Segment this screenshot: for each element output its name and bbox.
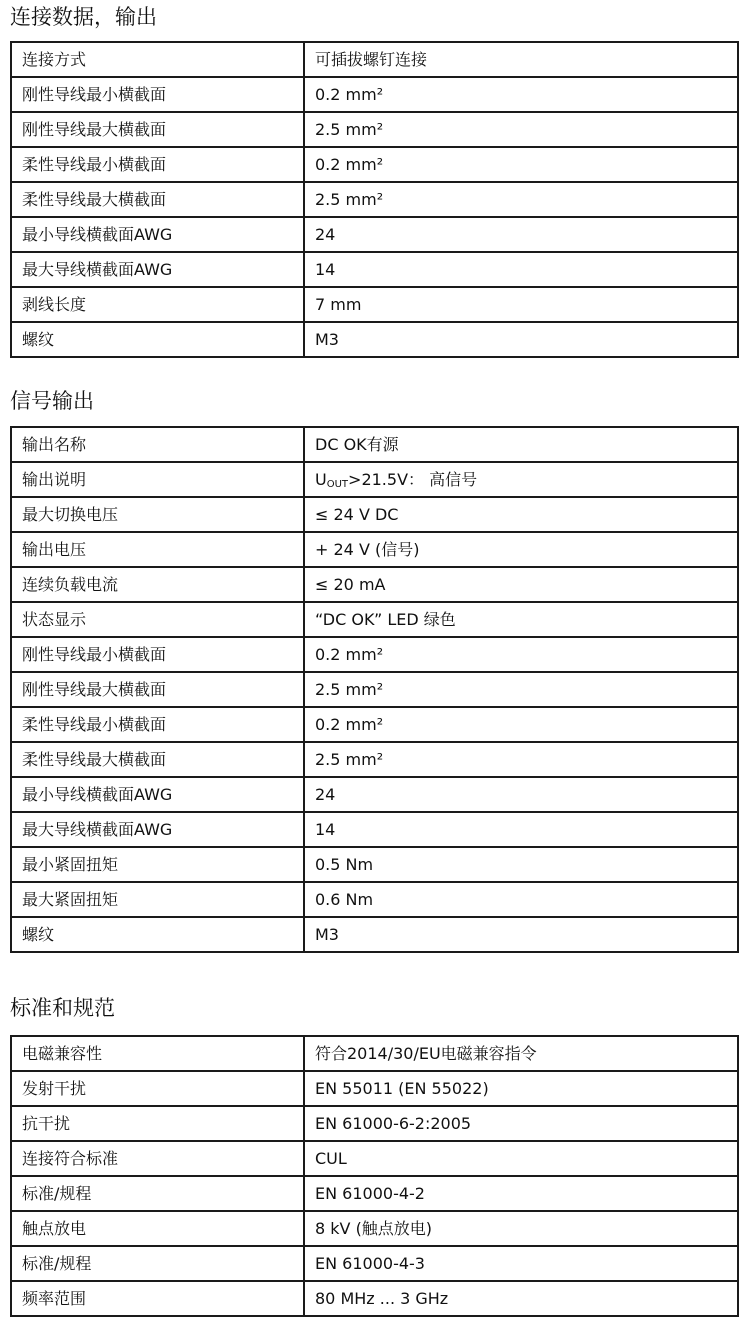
connection-output-table [10,41,739,358]
row-value: M3 [304,322,738,357]
row-label: 最小紧固扭矩 [11,847,304,882]
table-row [11,1281,738,1316]
row-label: 连接方式 [11,42,304,77]
row-label: 连续负载电流 [11,567,304,602]
table-row [11,217,738,252]
row-label: 标准/规程 [11,1246,304,1281]
row-label: 剥线长度 [11,287,304,322]
row-value: 可插拔螺钉连接 [304,42,738,77]
section-title-standards: 标准和规范 [10,996,115,1020]
row-label: 电磁兼容性 [11,1036,304,1071]
row-value: + 24 V (信号) [304,532,738,567]
row-value: 0.6 Nm [304,882,738,917]
table-row [11,252,738,287]
table-row [11,322,738,357]
row-value: 8 kV (触点放电) [304,1211,738,1246]
row-value: DC OK有源 [304,427,738,462]
row-label: 抗干扰 [11,1106,304,1141]
row-value: 24 [304,777,738,812]
table-row [11,1246,738,1281]
row-label: 刚性导线最小横截面 [11,77,304,112]
table-row [11,742,738,777]
row-value: 2.5 mm² [304,182,738,217]
row-value [304,462,738,497]
row-label: 状态显示 [11,602,304,637]
row-label: 最大导线横截面AWG [11,252,304,287]
table-row [11,1141,738,1176]
section-title-connection-output: 连接数据，输出 [10,5,157,29]
section-title-signal-output: 信号输出 [10,389,94,413]
row-value: 14 [304,252,738,287]
row-value: 0.5 Nm [304,847,738,882]
standards-table [10,1035,739,1317]
signal-output-table [10,426,739,953]
table-row [11,602,738,637]
table-row [11,532,738,567]
table-row [11,462,738,497]
row-value: EN 55011 (EN 55022) [304,1071,738,1106]
value-subscript: OUT [326,479,349,490]
table-row [11,567,738,602]
table-row [11,847,738,882]
row-value: M3 [304,917,738,952]
table-row [11,1036,738,1071]
table-row [11,672,738,707]
table-row [11,1106,738,1141]
row-label: 柔性导线最大横截面 [11,182,304,217]
table-row [11,812,738,847]
row-value: “DC OK” LED 绿色 [304,602,738,637]
table-row [11,112,738,147]
row-label: 最大切换电压 [11,497,304,532]
value-symbol: U [315,470,327,489]
row-value: ≤ 24 V DC [304,497,738,532]
row-label: 柔性导线最大横截面 [11,742,304,777]
table-row [11,777,738,812]
row-value: 80 MHz ... 3 GHz [304,1281,738,1316]
row-value: 2.5 mm² [304,742,738,777]
row-label: 输出名称 [11,427,304,462]
row-label: 柔性导线最小横截面 [11,707,304,742]
table-row [11,497,738,532]
table-row [11,917,738,952]
row-label: 刚性导线最大横截面 [11,112,304,147]
row-value: EN 61000-4-3 [304,1246,738,1281]
table-row [11,427,738,462]
table-row [11,77,738,112]
row-label: 刚性导线最大横截面 [11,672,304,707]
row-value: 7 mm [304,287,738,322]
row-value: 14 [304,812,738,847]
table-row [11,1071,738,1106]
table-row [11,637,738,672]
row-value: 0.2 mm² [304,637,738,672]
row-value: 24 [304,217,738,252]
table-row [11,182,738,217]
row-label: 频率范围 [11,1281,304,1316]
row-value: 0.2 mm² [304,147,738,182]
table-row [11,707,738,742]
row-label: 输出电压 [11,532,304,567]
row-label: 标准/规程 [11,1176,304,1211]
row-label: 最大紧固扭矩 [11,882,304,917]
table-row [11,147,738,182]
row-label: 柔性导线最小横截面 [11,147,304,182]
row-value: EN 61000-6-2:2005 [304,1106,738,1141]
table-row [11,882,738,917]
table-row [11,1176,738,1211]
row-value: 2.5 mm² [304,672,738,707]
row-label: 输出说明 [11,462,304,497]
row-label: 触点放电 [11,1211,304,1246]
row-value: 2.5 mm² [304,112,738,147]
table-row [11,42,738,77]
row-value: 0.2 mm² [304,707,738,742]
row-label: 刚性导线最小横截面 [11,637,304,672]
table-row [11,1211,738,1246]
row-label: 最小导线横截面AWG [11,217,304,252]
row-value: CUL [304,1141,738,1176]
table-row [11,287,738,322]
row-label: 螺纹 [11,917,304,952]
row-label: 发射干扰 [11,1071,304,1106]
row-label: 最大导线横截面AWG [11,812,304,847]
row-value: EN 61000-4-2 [304,1176,738,1211]
value-text: >21.5V： 高信号 [348,470,478,489]
row-value: 符合2014/30/EU电磁兼容指令 [304,1036,738,1071]
row-label: 螺纹 [11,322,304,357]
row-value: 0.2 mm² [304,77,738,112]
row-label: 连接符合标准 [11,1141,304,1176]
row-label: 最小导线横截面AWG [11,777,304,812]
row-value: ≤ 20 mA [304,567,738,602]
